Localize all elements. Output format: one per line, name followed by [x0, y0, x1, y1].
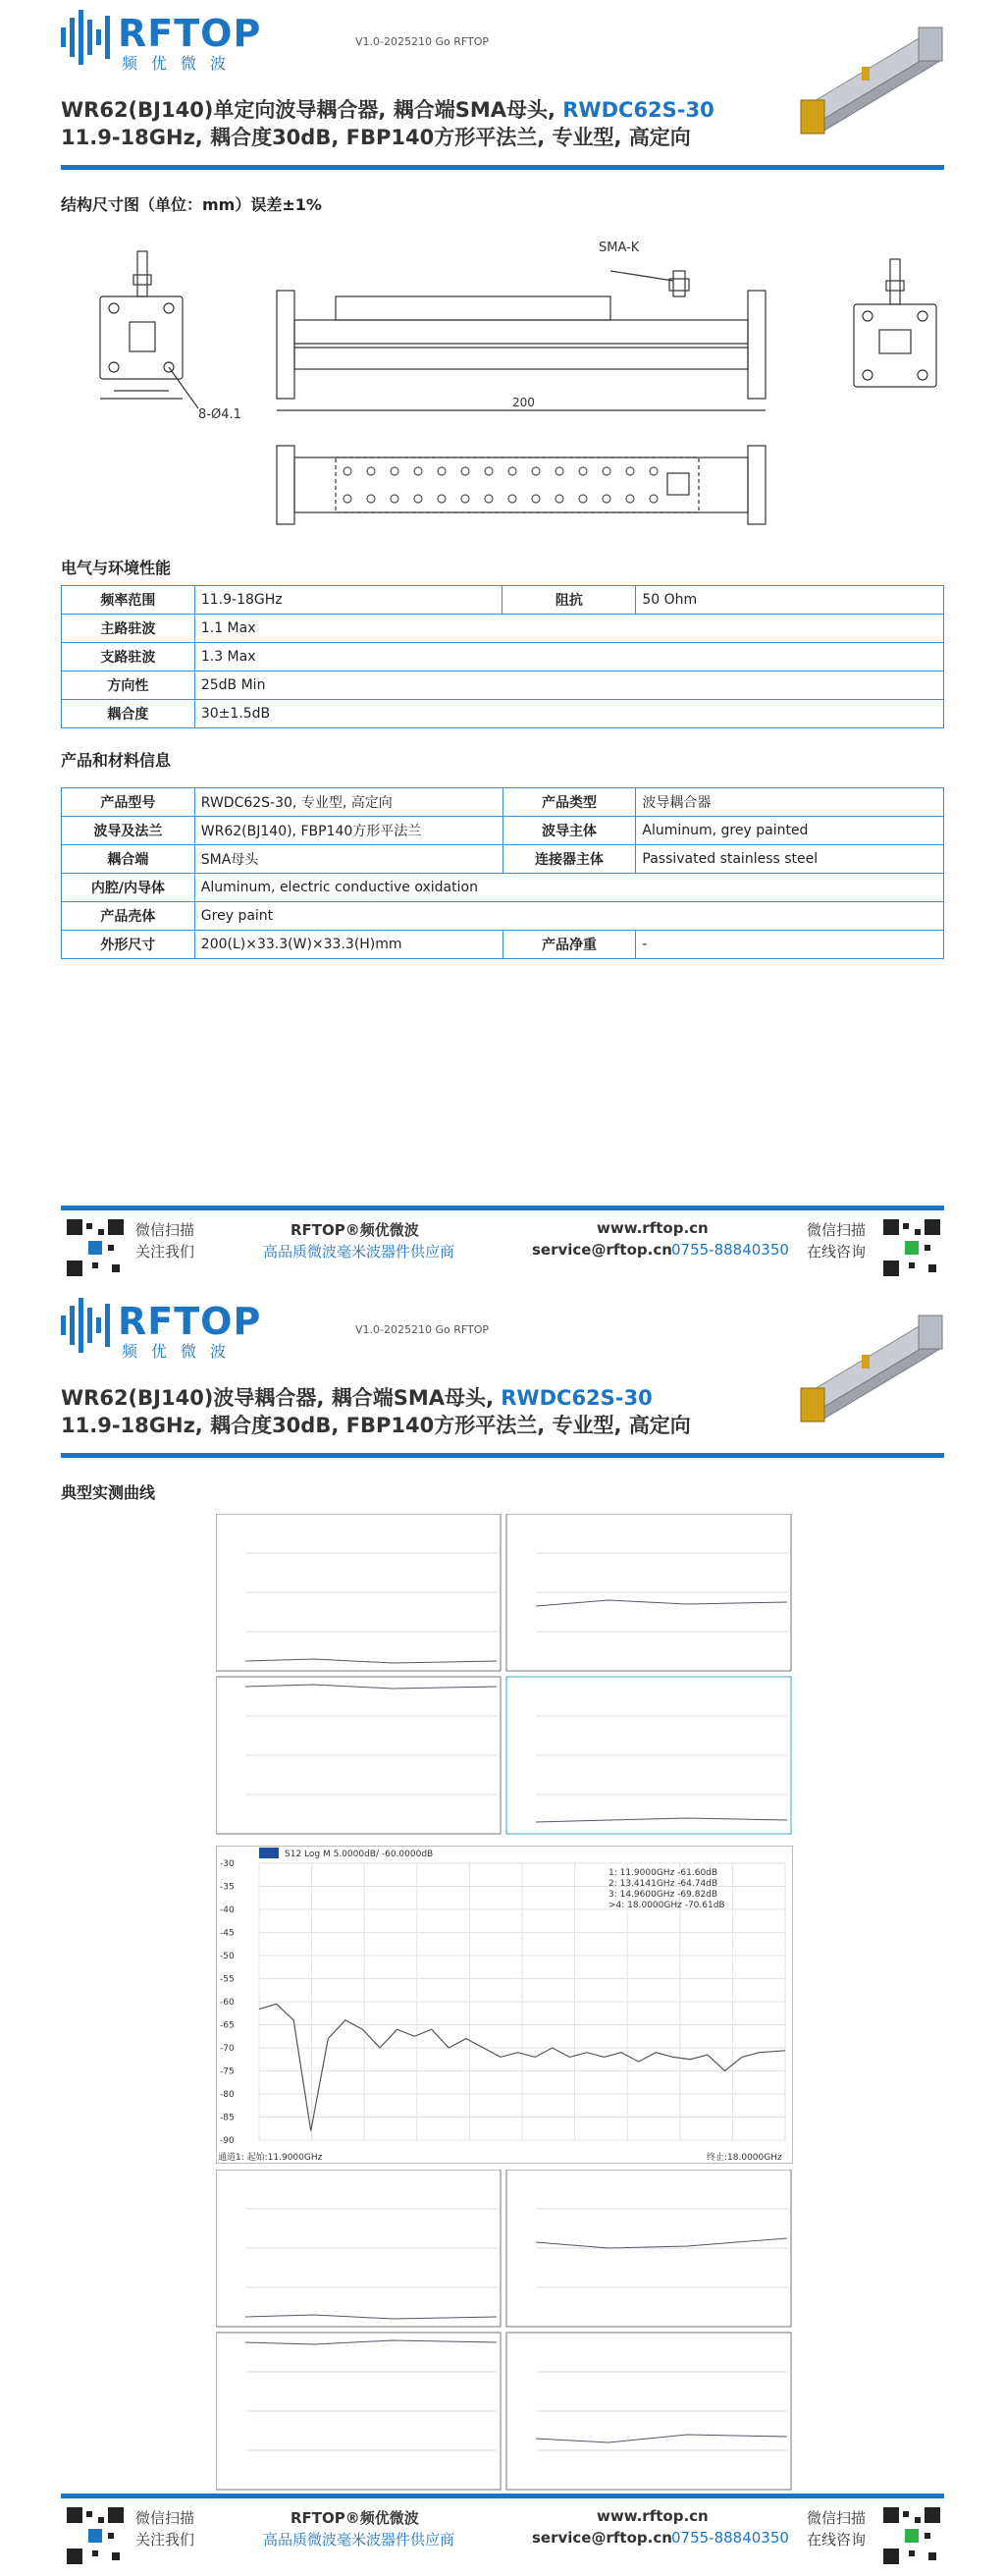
footer-phone: 0755-88840350 [671, 1241, 789, 1259]
footer-slogan: 高品质微波毫米波器件供应商 [263, 2531, 455, 2549]
qr-code-icon [65, 2505, 126, 2566]
chart-title: S12 Log M 5.0000dB/ -60.0000dB [285, 1850, 434, 1859]
sma-label: SMA-K [599, 241, 640, 255]
footer-email-link[interactable]: service@rftop.cn [532, 2529, 672, 2547]
qr-code-icon [881, 1217, 942, 1278]
footer-scan-2b: 在线咨询 [807, 2531, 867, 2549]
qr-code-icon [65, 1217, 126, 1278]
footer-scan-2: 微信扫描 [807, 1221, 867, 1239]
footer-scan-1b: 关注我们 [135, 2531, 195, 2549]
footer-scan-1: 微信扫描 [135, 1221, 195, 1239]
table-row: 支路驻波 1.3 Max [62, 643, 944, 671]
table-row: 频率范围 11.9-18GHz 阻抗 50 Ohm [62, 586, 944, 615]
y-tick-label: -40 [220, 1905, 235, 1915]
footer-website-link[interactable]: www.rftop.cn [597, 2507, 709, 2525]
version-label: V1.0-2025210 Go RFTOP [355, 35, 490, 48]
datasheet-page-2 [0, 1288, 1005, 2576]
page-subtitle: 11.9-18GHz, 耦合度30dB, FBP140方形平法兰, 专业型, 高定向 [61, 126, 691, 149]
y-tick-label: -50 [220, 1952, 235, 1961]
y-tick-label: -70 [220, 2044, 235, 2054]
holes-label: 8-Ø4.1 [198, 407, 241, 422]
table-row: 产品型号 RWDC62S-30, 专业型, 高定向 产品类型 波导耦合器 [62, 788, 944, 817]
table-row: 波导及法兰 WR62(BJ140), FBP140方形平法兰 波导主体 Aluminum, grey painted [62, 817, 944, 845]
electrical-table [61, 585, 944, 728]
table-row: 内腔/内导体 Aluminum, electric conductive oxidation [62, 874, 944, 902]
page-subtitle: 11.9-18GHz, 耦合度30dB, FBP140方形平法兰, 专业型, 高定向 [61, 1414, 691, 1437]
footer-phone: 0755-88840350 [671, 2529, 789, 2547]
y-tick-label: -75 [220, 2066, 235, 2077]
footer-email-link[interactable]: service@rftop.cn [532, 1241, 672, 1259]
table-row: 主路驻波 1.1 Max [62, 615, 944, 643]
footer-slogan: 高品质微波毫米波器件供应商 [263, 1243, 455, 1261]
s12-chart [216, 1846, 793, 2164]
footer-scan-2b: 在线咨询 [807, 1243, 867, 1261]
dimension-drawing [61, 232, 944, 536]
logo-text: RFTOP [118, 1300, 262, 1343]
electrical-heading: 电气与环境性能 [61, 559, 172, 577]
drawing-heading: 结构尺寸图（单位：mm）误差±1% [61, 195, 322, 214]
table-row: 外形尺寸 200(L)×33.3(W)×33.3(H)mm 产品净重 - [62, 931, 944, 959]
product-heading: 产品和材料信息 [61, 751, 172, 770]
product-image [793, 1306, 950, 1423]
table-row: 方向性 25dB Min [62, 671, 944, 700]
qr-code-icon [881, 2505, 942, 2566]
header-rule [61, 165, 944, 170]
logo-subtitle: 频优微波 [122, 1342, 240, 1361]
page-title: WR62(BJ140)波导耦合器, 耦合端SMA母头, RWDC62S-30 [61, 1386, 653, 1410]
y-tick-label: -30 [220, 1859, 235, 1869]
footer-brand: RFTOP®频优微波 [291, 2509, 419, 2527]
vna-thumbnails-top [216, 1514, 793, 1838]
footer-scan-1: 微信扫描 [135, 2509, 195, 2527]
y-tick-label: -80 [220, 2090, 235, 2100]
version-label: V1.0-2025210 Go RFTOP [355, 1323, 490, 1336]
vna-thumbnails-bottom [216, 2170, 793, 2494]
chart-footer-right: 终止:18.0000GHz [707, 2153, 782, 2163]
table-row: 耦合度 30±1.5dB [62, 700, 944, 728]
footer-scan-2: 微信扫描 [807, 2509, 867, 2527]
footer [61, 1206, 944, 1274]
logo-subtitle: 频优微波 [122, 54, 240, 73]
marker-readout: 3: 14.9600GHz -69.82dB [608, 1890, 718, 1900]
page-title: WR62(BJ140)单定向波导耦合器, 耦合端SMA母头, RWDC62S-30 [61, 98, 714, 122]
marker-readout: >4: 18.0000GHz -70.61dB [608, 1901, 725, 1910]
y-tick-label: -45 [220, 1928, 235, 1939]
chart-footer-left: 通道1: 起始:11.9000GHz [218, 2153, 323, 2163]
channel-badge [259, 1848, 279, 1858]
length-label: 200 [512, 396, 535, 409]
y-tick-label: -85 [220, 2113, 235, 2123]
curves-heading: 典型实测曲线 [61, 1483, 156, 1502]
y-tick-label: -35 [220, 1882, 235, 1893]
footer-brand: RFTOP®频优微波 [291, 1221, 419, 1239]
footer [61, 2494, 944, 2562]
header-rule [61, 1453, 944, 1458]
y-tick-label: -60 [220, 1998, 235, 2008]
product-table [61, 787, 944, 959]
y-tick-label: -90 [220, 2136, 235, 2146]
table-row: 产品壳体 Grey paint [62, 902, 944, 931]
product-image [793, 18, 950, 135]
y-tick-label: -65 [220, 2020, 235, 2031]
logo-text: RFTOP [118, 12, 262, 55]
marker-readout: 1: 11.9000GHz -61.60dB [608, 1868, 718, 1878]
table-row: 耦合端 SMA母头 连接器主体 Passivated stainless steel [62, 845, 944, 874]
footer-scan-1b: 关注我们 [135, 1243, 195, 1261]
marker-readout: 2: 13.4141GHz -64.74dB [608, 1879, 718, 1889]
y-tick-label: -55 [220, 1974, 235, 1985]
footer-website-link[interactable]: www.rftop.cn [597, 1219, 709, 1237]
